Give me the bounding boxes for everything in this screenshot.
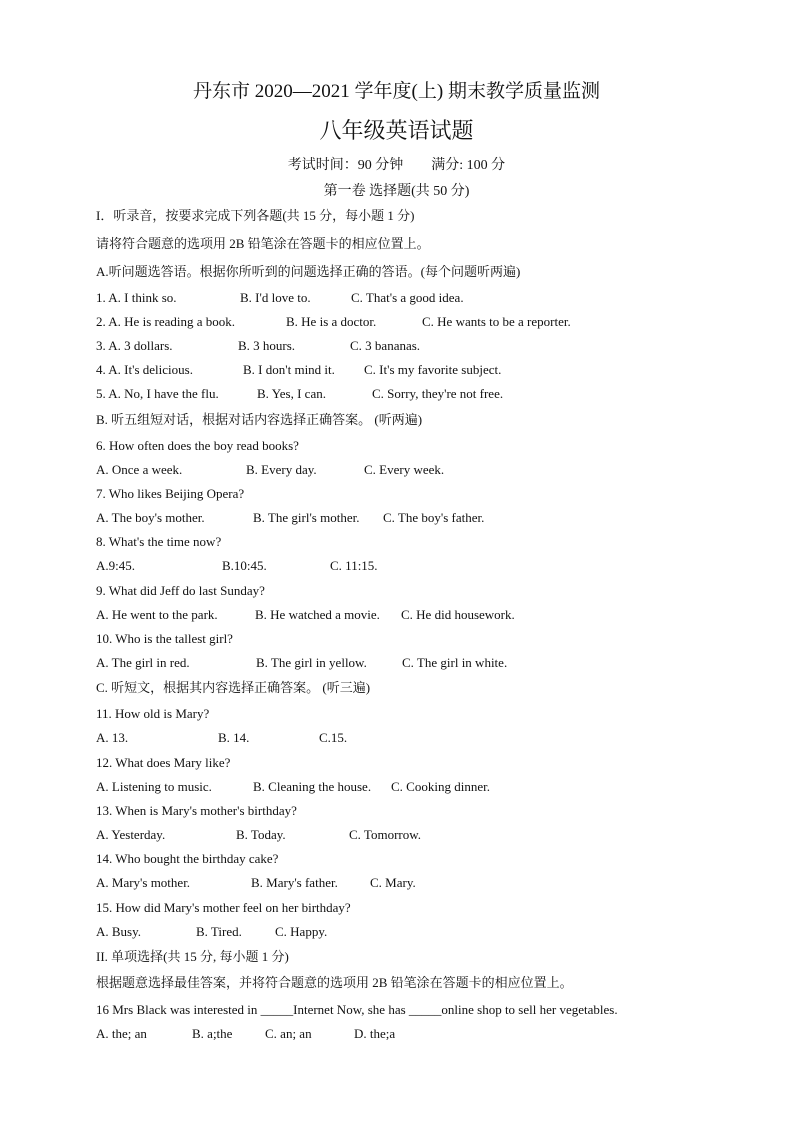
option-b: B. Yes, I can. <box>257 386 326 401</box>
option-a: A. The boy's mother. <box>96 510 205 525</box>
option-a: A. Once a week. <box>96 462 183 477</box>
partC-heading: C. 听短文，根据其内容选择正确答案。 (听三遍) <box>96 680 371 695</box>
option-b: B. The girl's mother. <box>253 510 360 525</box>
option-c: C. 3 bananas. <box>350 338 421 353</box>
option-a: A.9:45. <box>96 558 135 573</box>
option-c: C. He did housework. <box>401 607 515 622</box>
option-c: C. It's my favorite subject. <box>364 362 502 377</box>
section2-heading: II. 单项选择(共 15 分, 每小题 1 分) <box>96 949 289 964</box>
option-b: B. I don't mind it. <box>243 362 335 377</box>
question-9-stem: 9. What did Jeff do last Sunday? <box>96 583 265 598</box>
section2-instruction: 根据题意选择最佳答案，并将符合题意的选项用 2B 铅笔涂在答题卡的相应位置上。 <box>96 975 573 990</box>
option-b: B. Cleaning the house. <box>253 779 372 794</box>
option-c: C. an; an <box>265 1026 312 1041</box>
option-b: B. Mary's father. <box>251 875 338 890</box>
option-c: C. That's a good idea. <box>351 290 464 305</box>
question-10-stem: 10. Who is the tallest girl? <box>96 631 233 646</box>
option-b: B. Every day. <box>246 462 317 477</box>
option-a: 2. A. He is reading a book. <box>96 314 236 329</box>
question-14-stem: 14. Who bought the birthday cake? <box>96 851 279 866</box>
option-a: A. Busy. <box>96 924 142 939</box>
option-c: C. The boy's father. <box>383 510 485 525</box>
question-15-stem: 15. How did Mary's mother feel on her birthday? <box>96 900 351 915</box>
option-b: B. Tired. <box>196 924 242 939</box>
partA-heading: A.听问题选答语。根据你所听到的问题选择正确的答语。(每个问题听两遍) <box>96 264 521 279</box>
option-c: C. Happy. <box>275 924 328 939</box>
option-b: B. 3 hours. <box>238 338 296 353</box>
option-b: B. Today. <box>236 827 286 842</box>
question-16-stem: 16 Mrs Black was interested in _____Internet Now, she has _____online shop to sell her vegetables. <box>96 1002 618 1017</box>
option-a: A. Listening to music. <box>96 779 212 794</box>
option-a: 5. A. No, I have the flu. <box>96 386 219 401</box>
option-a: A. The girl in red. <box>96 655 190 670</box>
option-b: B.10:45. <box>222 558 267 573</box>
option-c: C. Sorry, they're not free. <box>372 386 504 401</box>
question-6-stem: 6. How often does the boy read books? <box>96 438 299 453</box>
option-b: B. I'd love to. <box>240 290 311 305</box>
question-12-stem: 12. What does Mary like? <box>96 755 231 770</box>
question-13-stem: 13. When is Mary's mother's birthday? <box>96 803 297 818</box>
question-11-stem: 11. How old is Mary? <box>96 706 210 721</box>
option-a: A. 13. <box>96 730 129 745</box>
option-c: C. The girl in white. <box>402 655 508 670</box>
option-b: B. 14. <box>218 730 250 745</box>
option-c: C. 11:15. <box>330 558 378 573</box>
option-a: 3. A. 3 dollars. <box>96 338 173 353</box>
option-b: B. He is a doctor. <box>286 314 377 329</box>
option-c: C. Tomorrow. <box>349 827 422 842</box>
option-a: A. the; an <box>96 1026 147 1041</box>
option-c: C. Cooking dinner. <box>391 779 490 794</box>
option-d: D. the;a <box>354 1026 396 1041</box>
option-b: B. He watched a movie. <box>255 607 380 622</box>
volume-heading: 第一卷 选择题(共 50 分) <box>323 184 470 199</box>
exam-info: 考试时间：90 分钟 满分: 100 分 <box>287 158 506 173</box>
option-a: 1. A. I think so. <box>96 290 177 305</box>
option-c: C. He wants to be a reporter. <box>422 314 571 329</box>
option-b: B. The girl in yellow. <box>256 655 367 670</box>
option-a: A. Yesterday. <box>96 827 166 842</box>
exam-subtitle: 八年级英语试题 <box>319 118 474 143</box>
option-c: C. Mary. <box>370 875 416 890</box>
section1-instruction: 请将符合题意的选项用 2B 铅笔涂在答题卡的相应位置上。 <box>96 236 430 251</box>
option-c: C.15. <box>319 730 348 745</box>
question-8-stem: 8. What's the time now? <box>96 534 222 549</box>
partB-heading: B. 听五组短对话，根据对话内容选择正确答案。 (听两遍) <box>96 412 423 427</box>
exam-title: 丹东市 2020—2021 学年度(上) 期末教学质量监测 <box>193 81 600 102</box>
option-a: A. He went to the park. <box>96 607 218 622</box>
option-a: 4. A. It's delicious. <box>96 362 193 377</box>
option-c: C. Every week. <box>364 462 445 477</box>
option-b: B. a;the <box>192 1026 233 1041</box>
section1-heading: I．听录音，按要求完成下列各题(共 15 分，每小题 1 分) <box>96 208 415 223</box>
option-a: A. Mary's mother. <box>96 875 191 890</box>
question-7-stem: 7. Who likes Beijing Opera? <box>96 486 245 501</box>
